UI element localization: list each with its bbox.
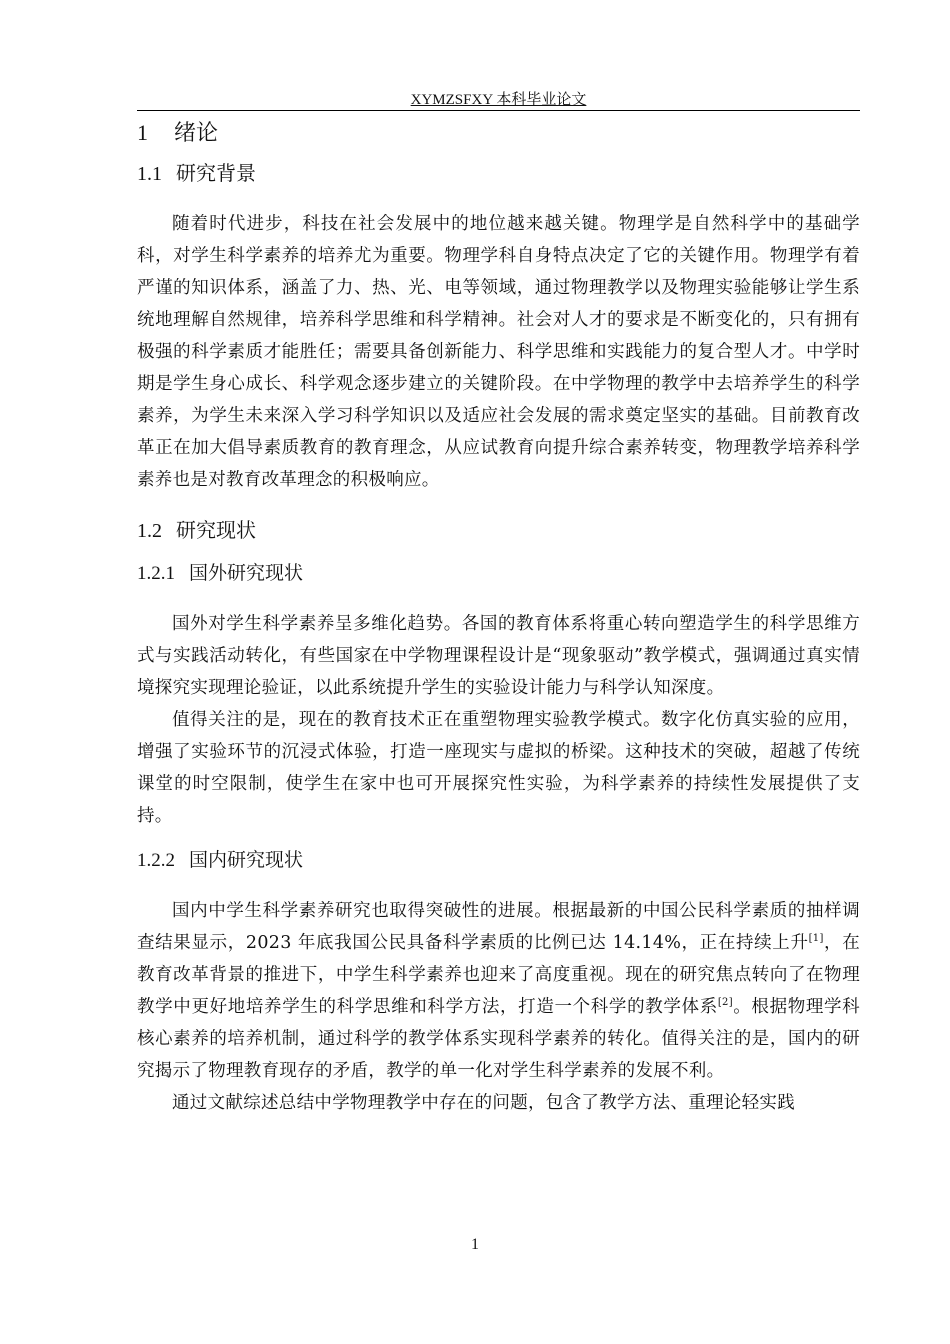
subsection-title: 国内研究现状 <box>189 849 304 871</box>
paragraph-foreign-1: 国外对学生科学素养呈多维化趋势。各国的教育体系将重心转向塑造学生的科学思维方式与实践活动转化，有些国家在中学物理课程设计是“现象驱动”教学模式，强调通过真实情境探究实现理论验证，以此系统提升学生的实验设计能力与科学认知深度。 <box>137 614 860 698</box>
section-heading-1-1 <box>137 159 860 188</box>
chapter-heading <box>137 118 860 149</box>
text-run: 。根据物理学科核心素养的培养机制，通过科学的教学体系实现科学素养的转化。值得关注的是，国内的研究揭示了物理教育现存的矛盾，教学的单一化对学生科学素养的发展不利。 <box>137 997 860 1081</box>
section-number: 1.1 <box>137 163 162 185</box>
text-run: ，在教育改革背景的推进下，中学生科学素养也迎来了高度重视。现在的研究焦点转向了在物理教学中更好地培养学生的科学思维和科学方法，打造一个科学的教学体系 <box>137 933 860 1017</box>
citation-2[interactable]: [2] <box>717 997 733 1009</box>
citation-1[interactable]: [1] <box>808 933 824 945</box>
subsection-title: 国外研究现状 <box>189 562 304 584</box>
page-body <box>137 114 860 1119</box>
section-heading-1-2 <box>137 516 860 545</box>
page-header <box>137 90 860 110</box>
section-title: 研究背景 <box>176 161 256 185</box>
chapter-number: 1 <box>137 120 148 145</box>
chapter-title: 绪论 <box>174 121 219 146</box>
subsection-heading-1-2-1 <box>137 559 860 588</box>
section-number: 1.2 <box>137 520 162 542</box>
text-run: 国内中学生科学素养研究也取得突破性的进展。根据最新的中国公民科学素质的抽样调查结果显示，2023 年底我国公民具备科学素质的比例已达 14.14%，正在持续上升 <box>137 901 860 953</box>
subsection-heading-1-2-2 <box>137 846 860 875</box>
header-rule <box>137 110 860 111</box>
paragraph-foreign-2: 值得关注的是，现在的教育技术正在重塑物理实验教学模式。数字化仿真实验的应用，增强了实验环节的沉浸式体验，打造一座现实与虚拟的桥梁。这种技术的突破，超越了传统课堂的时空限制，使学生在家中也可开展探究性实验，为科学素养的持续性发展提供了支持。 <box>137 710 860 826</box>
subsection-number: 1.2.2 <box>137 850 175 871</box>
paragraph-domestic-1 <box>137 895 860 1087</box>
section-title: 研究现状 <box>176 518 256 542</box>
page-number: 1 <box>471 1236 479 1253</box>
paragraph-background: 随着时代进步，科技在社会发展中的地位越来越关键。物理学是自然科学中的基础学科，对学生科学素养的培养尤为重要。物理学科自身特点决定了它的关键作用。物理学有着严谨的知识体系，涵盖了力、热、光、电等领域，通过物理教学以及物理实验能够让学生系统地理解自然规律，培养科学思维和科学精神。社会对人才的要求是不断变化的，只有拥有极强的科学素质才能胜任；需要具备创新能力、科学思维和实践能力的复合型人才。中学时期是学生身心成长、科学观念逐步建立的关键阶段。在中学物理的教学中去培养学生的科学素养，为学生未来深入学习科学知识以及适应社会发展的需求奠定坚实的基础。目前教育改革正在加大倡导素质教育的教育理念，从应试教育向提升综合素养转变，物理教学培养科学素养也是对教育改革理念的积极响应。 <box>137 214 860 490</box>
paragraph-domestic-2: 通过文献综述总结中学物理教学中存在的问题，包含了教学方法、重理论轻实践 <box>172 1093 795 1113</box>
subsection-number: 1.2.1 <box>137 563 175 584</box>
header-title: XYMZSFXY 本科毕业论文 <box>410 92 587 108</box>
